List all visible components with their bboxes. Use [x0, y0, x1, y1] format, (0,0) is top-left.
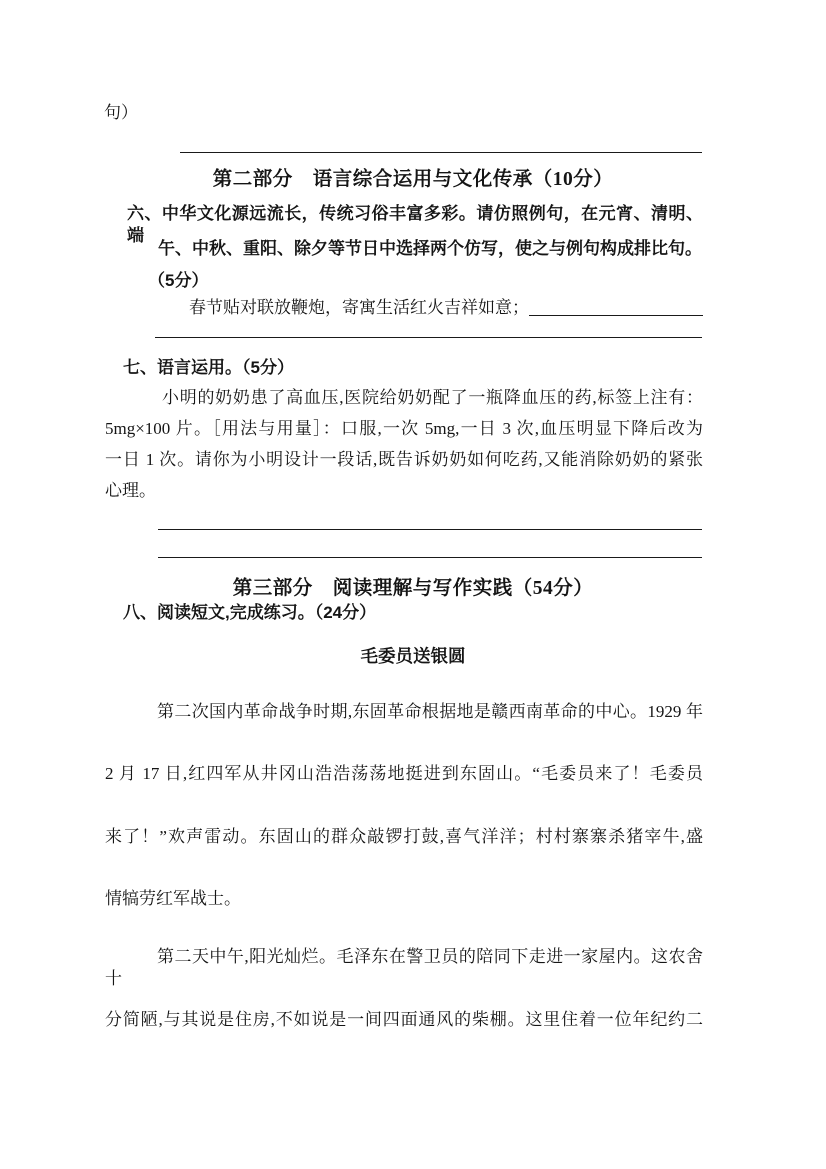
question-7-text-line: 5mg×100 片。［用法与用量］：口服,一次 5mg,一日 3 次,血压明显下降后改为: [105, 419, 703, 438]
question-7-heading: 七、语言运用。（5分）: [123, 358, 294, 377]
reading-passage-title: 毛委员送银圆: [360, 646, 466, 666]
fill-in-blank: [529, 313, 703, 316]
question-7-text-line: 心理。: [105, 481, 156, 500]
passage-paragraph2-line: 分简陋,与其说是住房,不如说是一间四面通风的柴棚。这里住着一位年纪约二: [105, 1010, 703, 1029]
answer-line: [158, 529, 702, 530]
question-7-text-line: 一日 1 次。请你为小明设计一段话,既告诉奶奶如何吃药,又能消除奶奶的紧张: [105, 450, 703, 469]
passage-paragraph2-line: 第二天中午,阳光灿烂。毛泽东在警卫员的陪同下走进一家屋内。这农舍十: [105, 947, 703, 989]
question-6-line1: 六、中华文化源远流长，传统习俗丰富多彩。请仿照例句，在元宵、清明、端: [127, 204, 703, 246]
question-6-example-row: [189, 297, 703, 319]
answer-line: [180, 152, 702, 153]
question-6-line2: 午、中秋、重阳、除夕等节日中选择两个仿写，使之与例句构成排比句。: [158, 239, 702, 258]
answer-line: [158, 557, 702, 558]
passage-paragraph1-line: 第二次国内革命战争时期,东固革命根据地是赣西南革命的中心。1929 年: [157, 702, 703, 721]
passage-paragraph1-line: 2 月 17 日,红四军从井冈山浩浩荡荡地挺进到东固山。“毛委员来了！毛委员: [105, 764, 703, 783]
question-8-heading: 八、阅读短文,完成练习。（24分）: [123, 603, 377, 622]
part3-heading: 第三部分 阅读理解与写作实践（54分）: [232, 578, 594, 599]
residual-question-text: 句）: [104, 103, 138, 122]
answer-line: [155, 337, 702, 338]
part2-heading: 第二部分 语言综合运用与文化传承（10分）: [212, 169, 614, 190]
question-7-text-line: 小明的奶奶患了高血压,医院给奶奶配了一瓶降血压的药,标签上注有：: [162, 388, 703, 407]
question-6-example-sentence: 春节贴对联放鞭炮，寄寓生活红火吉祥如意；: [189, 298, 529, 317]
passage-paragraph1-line: 来了！”欢声雷动。东固山的群众敲锣打鼓,喜气洋洋；村村寨寨杀猪宰牛,盛: [105, 827, 703, 846]
question-6-score: （5分）: [148, 271, 209, 290]
passage-paragraph1-line: 情犒劳红军战士。: [105, 889, 241, 908]
